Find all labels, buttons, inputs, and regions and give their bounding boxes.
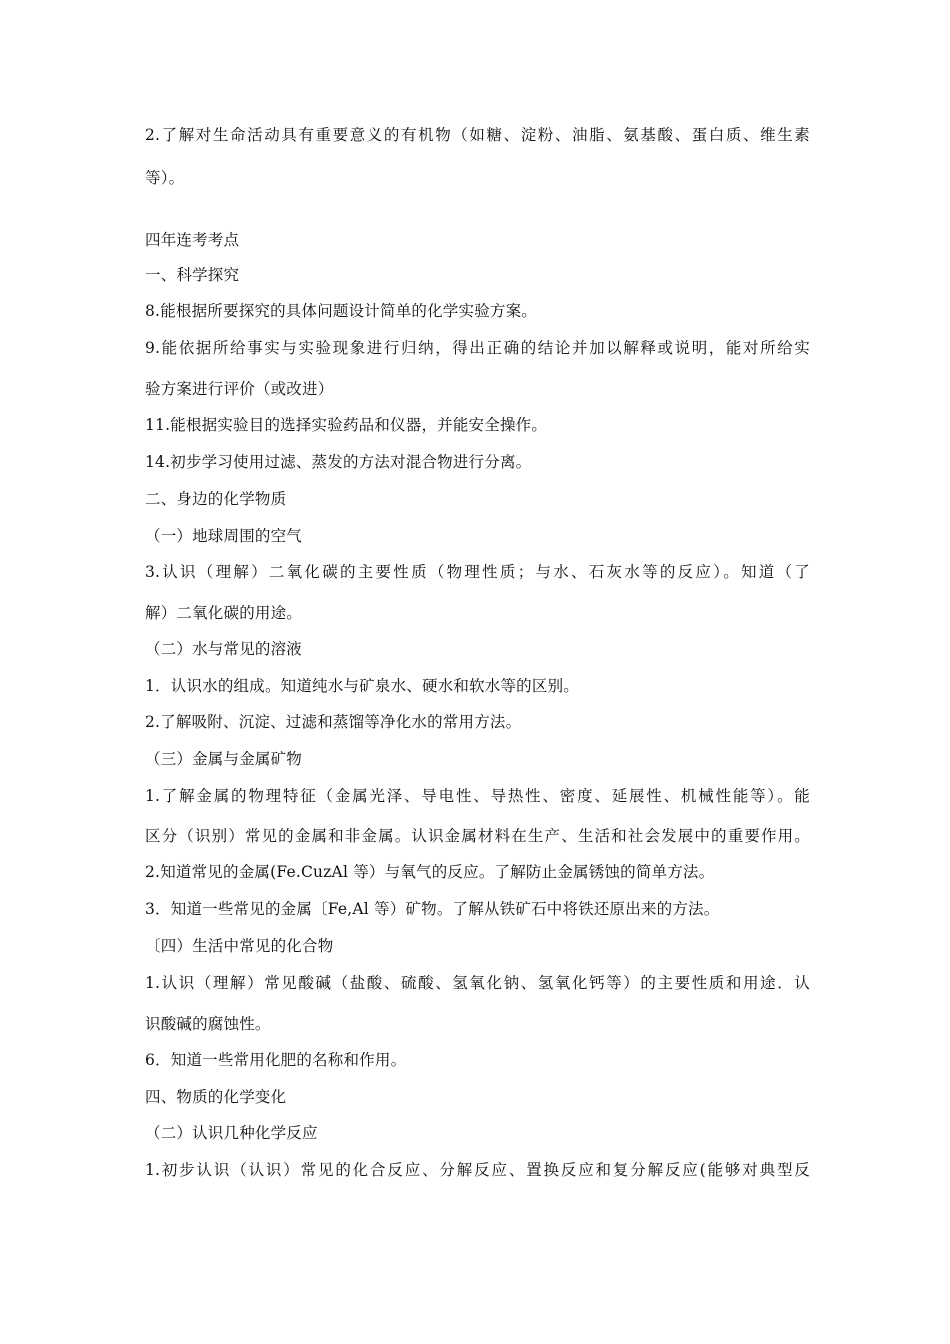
paragraph-line: 1.初步认识（认识）常见的化合反应、分解反应、置换反应和复分解反应(能够对典型反 bbox=[145, 1161, 810, 1179]
paragraph-line: 11.能根据实验目的选择实验药品和仪器，并能安全操作。 bbox=[145, 416, 548, 434]
subsection-heading: （一）地球周围的空气 bbox=[145, 527, 303, 545]
subsection-heading: 〔四）生活中常见的化合物 bbox=[145, 937, 334, 955]
paragraph-line: 3.认识（理解）二氧化碳的主要性质（物理性质；与水、石灰水等的反应）。知道（了 bbox=[145, 563, 810, 581]
paragraph-line: 14.初步学习使用过滤、蒸发的方法对混合物进行分离。 bbox=[145, 453, 532, 471]
paragraph-line: 2.了解对生命活动具有重要意义的有机物（如糖、淀粉、油脂、氨基酸、蛋白质、维生素 bbox=[145, 126, 810, 144]
section-heading: 二、身边的化学物质 bbox=[145, 490, 287, 508]
subsection-heading: （二）认识几种化学反应 bbox=[145, 1124, 318, 1142]
paragraph-line: 验方案进行评价（或改进） bbox=[145, 380, 334, 398]
paragraph-line: 1.认识（理解）常见酸碱（盐酸、硫酸、氢氧化钠、氢氧化钙等）的主要性质和用途．认 bbox=[145, 974, 810, 992]
paragraph-line: 8.能根据所要探究的具体问题设计简单的化学实验方案。 bbox=[145, 302, 537, 320]
subsection-heading: （三）金属与金属矿物 bbox=[145, 750, 303, 768]
paragraph-line: 9.能依据所给事实与实验现象进行归纳，得出正确的结论并加以解释或说明，能对所给实 bbox=[145, 339, 810, 357]
paragraph-line: 2.知道常见的金属(Fe.CuzAl 等）与氧气的反应。了解防止金属锈蚀的简单方法。 bbox=[145, 863, 715, 881]
paragraph-line: 解）二氧化碳的用途。 bbox=[145, 604, 303, 622]
paragraph-line: 3．知道一些常见的金属〔Fe,Al 等）矿物。了解从铁矿石中将铁还原出来的方法。 bbox=[145, 900, 720, 918]
paragraph-line: 等）。 bbox=[145, 169, 185, 187]
paragraph-line: 识酸碱的腐蚀性。 bbox=[145, 1015, 271, 1033]
section-heading: 四年连考考点 bbox=[145, 231, 240, 249]
section-heading: 一、科学探究 bbox=[145, 266, 240, 284]
paragraph-line: 1．认识水的组成。知道纯水与矿泉水、硬水和软水等的区别。 bbox=[145, 677, 579, 695]
section-heading: 四、物质的化学变化 bbox=[145, 1088, 287, 1106]
subsection-heading: （二）水与常见的溶液 bbox=[145, 640, 303, 658]
paragraph-line: 区分（识别）常见的金属和非金属。认识金属材料在生产、生活和社会发展中的重要作用。 bbox=[145, 827, 810, 845]
paragraph-line: 2.了解吸附、沉淀、过滤和蒸馏等净化水的常用方法。 bbox=[145, 713, 522, 731]
paragraph-line: 1.了解金属的物理特征（金属光泽、导电性、导热性、密度、延展性、机械性能等）。能 bbox=[145, 787, 810, 805]
paragraph-line: 6．知道一些常用化肥的名称和作用。 bbox=[145, 1051, 407, 1069]
